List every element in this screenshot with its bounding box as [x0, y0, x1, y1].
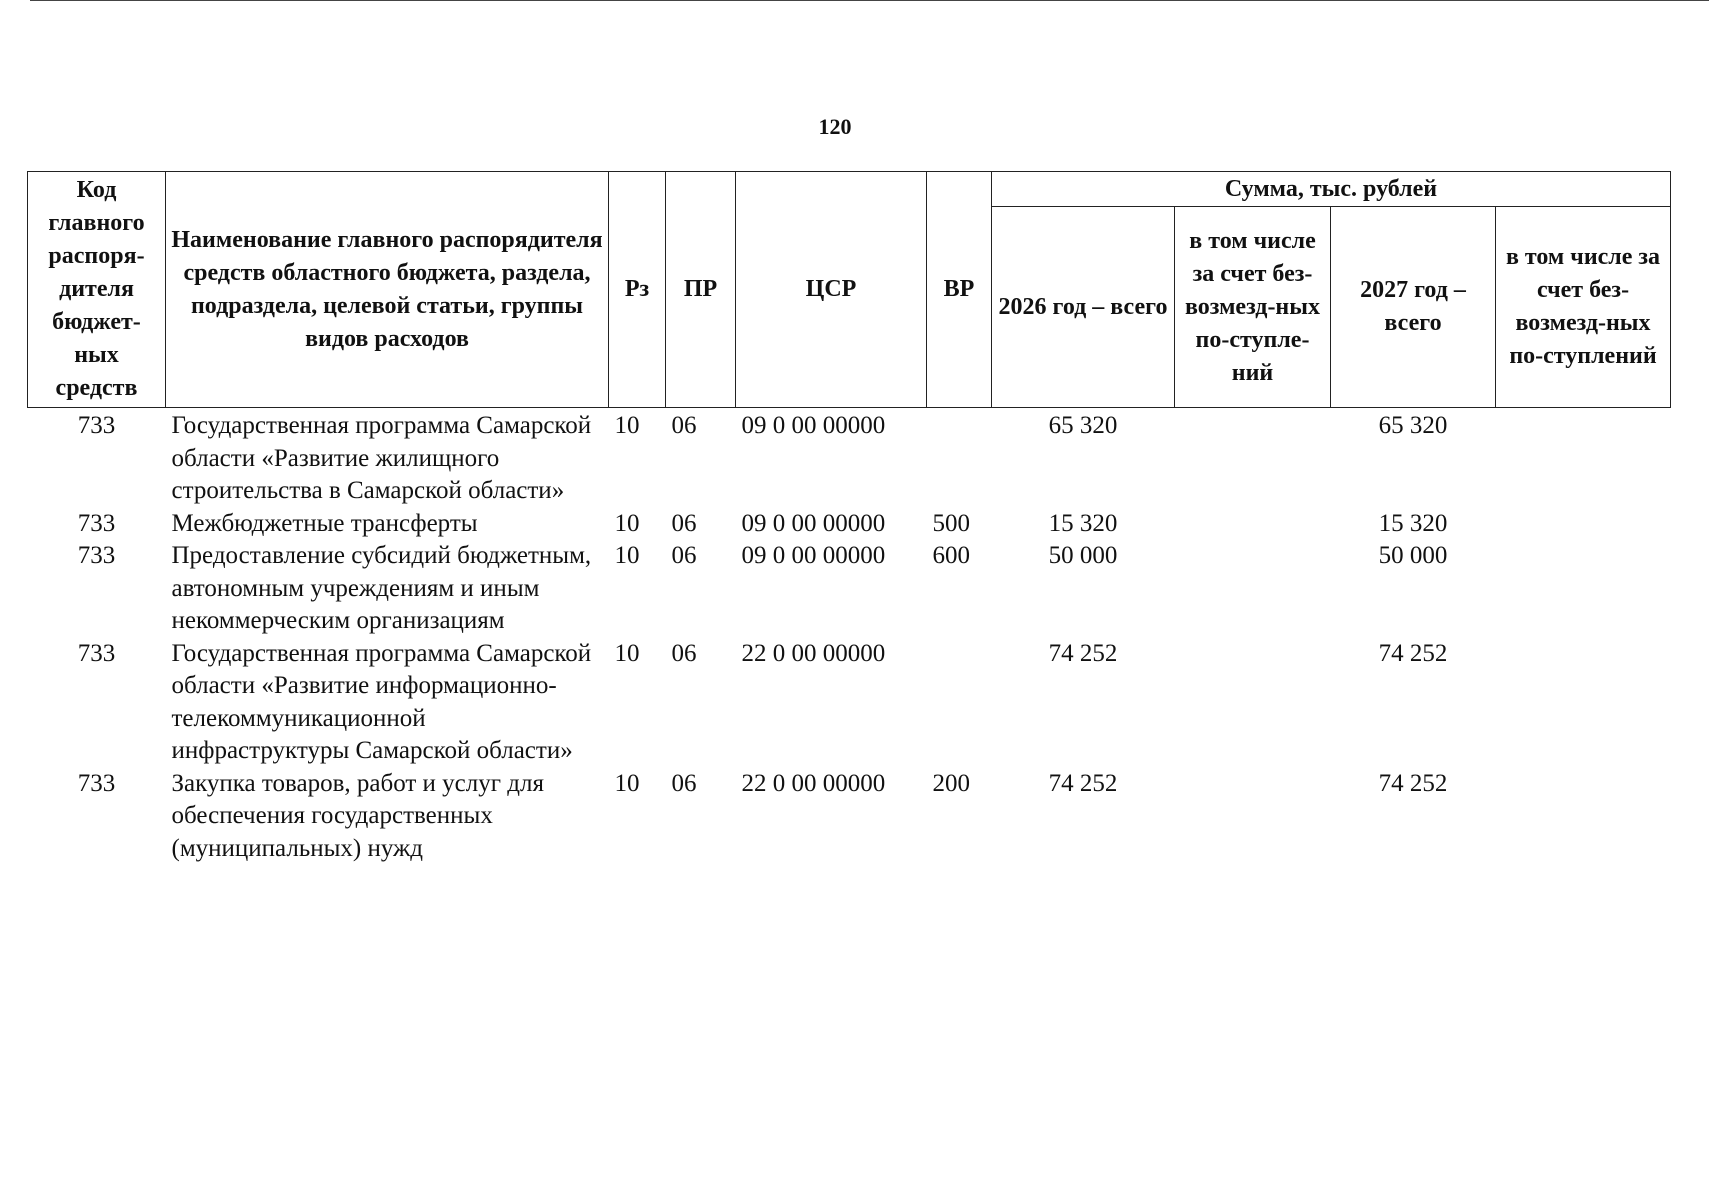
cell-2026-total: 74 252 [1048, 639, 1118, 667]
cell-name: Межбюджетные трансферты [171, 509, 478, 537]
table-row [28, 408, 1671, 508]
header-2026-free: в том числе за счет без-возмезд-ных по-ступле-ний [1175, 207, 1331, 408]
header-name: Наименование главного распорядителя средств областного бюджета, раздела, подраздела, целевой статьи, группы видов расходов [166, 172, 609, 408]
cell-rz: 10 [614, 542, 640, 569]
cell-vr: 600 [932, 542, 970, 569]
cell-code: 733 [77, 542, 116, 569]
cell-csr: 22 0 00 00000 [741, 639, 886, 667]
cell-2027-free [1496, 768, 1671, 866]
top-border-line [30, 0, 1709, 1]
page-number: 120 [818, 114, 852, 139]
table-row [28, 540, 1671, 638]
cell-pr: 06 [671, 769, 697, 797]
header-2027-free: в том числе за счет без-возмезд-ных по-ступлений [1496, 207, 1671, 408]
cell-csr: 22 0 00 00000 [741, 769, 886, 797]
table-row [28, 508, 1671, 541]
table-row [28, 638, 1671, 768]
cell-csr: 09 0 00 00000 [741, 542, 886, 569]
cell-2027-free [1496, 540, 1671, 638]
header-2027-total: 2027 год – всего [1331, 207, 1496, 408]
cell-name: Государственная программа Самарской области «Развитие жилищного строительства в Самарской области» [171, 412, 592, 504]
cell-2026-free [1175, 768, 1331, 866]
header-row-1 [28, 172, 1671, 207]
cell-2027-total: 74 252 [1378, 769, 1448, 797]
cell-rz: 10 [614, 509, 640, 537]
cell-2027-free [1496, 638, 1671, 768]
cell-2026-total: 50 000 [1048, 542, 1118, 569]
cell-2026-total: 15 320 [1048, 509, 1118, 537]
cell-pr: 06 [671, 509, 697, 537]
cell-code: 733 [77, 412, 116, 439]
cell-2026-free [1175, 508, 1331, 541]
table-body [28, 408, 1671, 866]
cell-csr: 09 0 00 00000 [741, 412, 886, 439]
cell-2027-total: 65 320 [1378, 412, 1448, 439]
cell-vr [927, 408, 992, 508]
cell-pr: 06 [671, 542, 697, 569]
cell-2027-total: 15 320 [1378, 509, 1448, 537]
budget-table [27, 171, 1671, 865]
cell-2027-total: 50 000 [1378, 542, 1448, 569]
cell-2027-free [1496, 508, 1671, 541]
cell-2027-free [1496, 408, 1671, 508]
cell-pr: 06 [671, 639, 697, 667]
table-row [28, 768, 1671, 866]
cell-2026-total: 65 320 [1048, 412, 1118, 439]
cell-rz: 10 [614, 412, 640, 439]
cell-vr [927, 638, 992, 768]
header-code: Код главного распоря-дителя бюджет-ных средств [28, 172, 166, 408]
header-csr: ЦСР [736, 172, 927, 408]
cell-2026-free [1175, 638, 1331, 768]
cell-code: 733 [77, 509, 116, 537]
header-sum-group: Сумма, тыс. рублей [992, 172, 1671, 207]
cell-2026-total: 74 252 [1048, 769, 1118, 797]
cell-csr: 09 0 00 00000 [741, 509, 886, 537]
cell-name: Государственная программа Самарской области «Развитие информационно-телекоммуникационной инфраструктуры Самарской области» [171, 639, 592, 764]
header-pr: ПР [666, 172, 736, 408]
table-header [28, 172, 1671, 408]
cell-code: 733 [77, 639, 116, 667]
cell-2026-free [1175, 540, 1331, 638]
cell-pr: 06 [671, 412, 697, 439]
header-vr: ВР [927, 172, 992, 408]
header-2026-total: 2026 год – всего [992, 207, 1175, 408]
header-rz: Рз [609, 172, 666, 408]
cell-name: Закупка товаров, работ и услуг для обеспечения государственных (муниципальных) нужд [171, 769, 544, 862]
cell-2026-free [1175, 408, 1331, 508]
cell-rz: 10 [614, 769, 640, 797]
cell-code: 733 [77, 769, 116, 797]
cell-vr: 200 [932, 769, 970, 797]
cell-2027-total: 74 252 [1378, 639, 1448, 667]
cell-vr: 500 [932, 509, 970, 537]
cell-name: Предоставление субсидий бюджетным, автономным учреждениям и иным некоммерческим организациям [171, 542, 592, 634]
cell-rz: 10 [614, 639, 640, 667]
